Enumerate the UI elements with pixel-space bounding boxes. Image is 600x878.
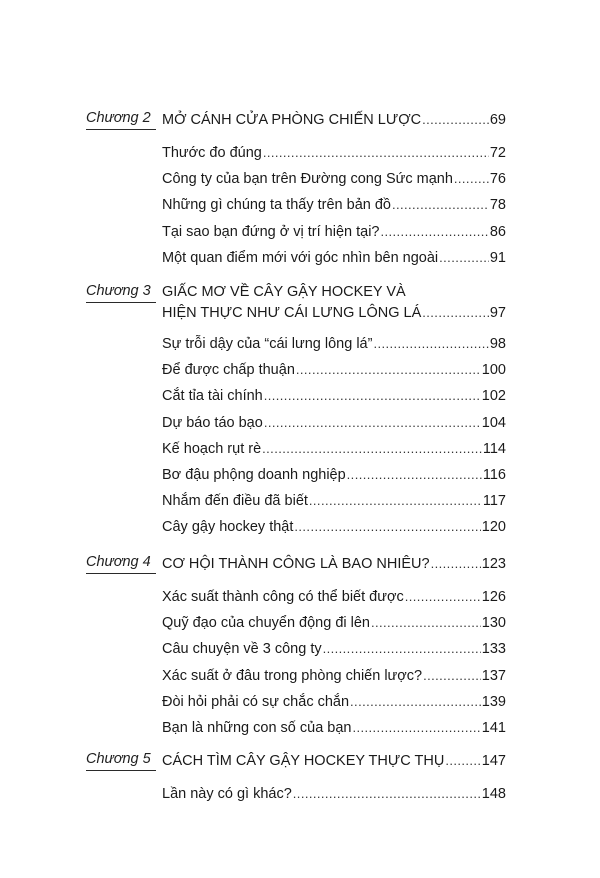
toc-entry[interactable] bbox=[162, 359, 506, 379]
dot-leader bbox=[422, 111, 489, 129]
toc-entry[interactable] bbox=[162, 247, 506, 267]
toc-entry[interactable] bbox=[162, 142, 506, 162]
page-number: 148 bbox=[481, 786, 506, 802]
page-number: 137 bbox=[481, 667, 506, 684]
entry-title: Thước đo đúng bbox=[162, 145, 262, 161]
page-number: 100 bbox=[481, 362, 506, 379]
page-number: 147 bbox=[481, 753, 506, 769]
dot-leader bbox=[423, 667, 481, 685]
toc-entry[interactable] bbox=[162, 516, 506, 536]
chapter-heading[interactable] bbox=[162, 109, 506, 129]
chapter-title-line: GIẤC MƠ VỀ CÂY GẬY HOCKEY VÀ bbox=[162, 284, 406, 300]
dot-leader bbox=[445, 752, 480, 770]
toc-entry[interactable] bbox=[162, 168, 506, 188]
toc-entry[interactable] bbox=[162, 665, 506, 685]
dot-leader bbox=[422, 304, 489, 322]
page-number: 123 bbox=[481, 556, 506, 572]
entry-title: Nhắm đến điều đã biết bbox=[162, 493, 308, 510]
toc-entry[interactable] bbox=[162, 333, 506, 353]
chapter-label: Chương 5 bbox=[86, 751, 151, 767]
entry-title: Những gì chúng ta thấy trên bản đồ bbox=[162, 197, 391, 214]
page-number: 69 bbox=[489, 112, 506, 128]
entry-title: Cắt tỉa tài chính bbox=[162, 388, 263, 405]
toc-entry[interactable] bbox=[162, 221, 506, 241]
entry-title: Quỹ đạo của chuyển động đi lên bbox=[162, 615, 370, 632]
toc-entry[interactable] bbox=[162, 638, 506, 658]
toc-entry[interactable] bbox=[162, 783, 506, 803]
dot-leader bbox=[350, 693, 481, 711]
page-number: 126 bbox=[481, 589, 506, 605]
chapter-title: CƠ HỘI THÀNH CÔNG LÀ BAO NHIÊU? bbox=[162, 556, 430, 572]
chapter-heading[interactable] bbox=[162, 302, 506, 322]
entry-title: Đòi hỏi phải có sự chắc chắn bbox=[162, 693, 350, 710]
toc-entry[interactable] bbox=[162, 194, 506, 214]
toc-entry[interactable] bbox=[162, 586, 506, 606]
page-number: 114 bbox=[482, 440, 506, 457]
dot-leader bbox=[347, 466, 482, 484]
dot-leader bbox=[263, 144, 489, 162]
toc-entry[interactable] bbox=[162, 464, 506, 484]
dot-leader bbox=[323, 640, 481, 658]
toc-entry[interactable] bbox=[162, 490, 506, 510]
page-number: 91 bbox=[489, 249, 506, 266]
page-number: 139 bbox=[481, 693, 506, 710]
dot-leader bbox=[392, 196, 489, 214]
toc-entry[interactable] bbox=[162, 412, 506, 432]
chapter-heading[interactable] bbox=[162, 553, 506, 573]
chapter-label-underline bbox=[86, 573, 156, 574]
dot-leader bbox=[381, 223, 489, 241]
chapter-label: Chương 2 bbox=[86, 110, 151, 126]
chapter-heading[interactable] bbox=[162, 750, 506, 770]
dot-leader bbox=[264, 387, 481, 405]
entry-title: Sự trỗi dậy của “cái lưng lông lá” bbox=[162, 336, 373, 352]
dot-leader bbox=[293, 785, 481, 803]
entry-title: Xác suất ở đâu trong phòng chiến lược? bbox=[162, 667, 423, 684]
dot-leader bbox=[264, 414, 481, 432]
dot-leader bbox=[371, 614, 481, 632]
toc-entry[interactable] bbox=[162, 717, 506, 737]
entry-title: Một quan điểm mới với góc nhìn bên ngoài bbox=[162, 249, 439, 266]
page-number: 102 bbox=[481, 388, 506, 405]
entry-title: Bạn là những con số của bạn bbox=[162, 720, 352, 736]
chapter-label-underline bbox=[86, 770, 156, 771]
toc-entry[interactable] bbox=[162, 691, 506, 711]
entry-title: Để được chấp thuận bbox=[162, 362, 295, 379]
entry-title: Kế hoạch rụt rè bbox=[162, 440, 262, 457]
dot-leader bbox=[373, 335, 488, 353]
entry-title: Xác suất thành công có thể biết được bbox=[162, 589, 404, 605]
page-number: 130 bbox=[481, 615, 506, 632]
dot-leader bbox=[296, 361, 481, 379]
page-number: 98 bbox=[489, 336, 506, 352]
page-number: 117 bbox=[482, 493, 506, 510]
page-number: 133 bbox=[481, 641, 506, 658]
chapter-label-underline bbox=[86, 302, 156, 303]
dot-leader bbox=[431, 555, 481, 573]
toc-entry[interactable] bbox=[162, 612, 506, 632]
page-number: 104 bbox=[481, 414, 506, 431]
page-number: 72 bbox=[489, 145, 506, 161]
toc-entry[interactable] bbox=[162, 385, 506, 405]
page-number: 76 bbox=[489, 171, 506, 188]
dot-leader bbox=[294, 518, 480, 536]
entry-title: Cây gậy hockey thật bbox=[162, 519, 294, 536]
entry-title: Bơ đậu phộng doanh nghiệp bbox=[162, 467, 346, 483]
page-number: 116 bbox=[482, 467, 506, 483]
page-number: 120 bbox=[481, 519, 506, 536]
page-number: 78 bbox=[489, 197, 506, 214]
chapter-label-underline bbox=[86, 129, 156, 130]
entry-title: Tại sao bạn đứng ở vị trí hiện tại? bbox=[162, 223, 380, 240]
dot-leader bbox=[439, 249, 489, 267]
page-number: 86 bbox=[489, 223, 506, 240]
entry-title: Công ty của bạn trên Đường cong Sức mạnh bbox=[162, 171, 453, 188]
toc-entry[interactable] bbox=[162, 438, 506, 458]
dot-leader bbox=[405, 588, 481, 606]
chapter-title: MỞ CÁNH CỬA PHÒNG CHIẾN LƯỢC bbox=[162, 112, 422, 128]
dot-leader bbox=[262, 440, 482, 458]
page-number: 141 bbox=[481, 720, 506, 736]
dot-leader bbox=[454, 170, 489, 188]
chapter-title: HIỆN THỰC NHƯ CÁI LƯNG LÔNG LÁ bbox=[162, 305, 422, 321]
chapter-label: Chương 3 bbox=[86, 283, 151, 299]
dot-leader bbox=[352, 719, 480, 737]
page-number: 97 bbox=[489, 305, 506, 321]
dot-leader bbox=[309, 492, 482, 510]
entry-title: Lần này có gì khác? bbox=[162, 786, 292, 802]
entry-title: Dự báo táo bạo bbox=[162, 414, 263, 431]
chapter-label: Chương 4 bbox=[86, 554, 151, 570]
entry-title: Câu chuyện về 3 công ty bbox=[162, 641, 322, 658]
chapter-title: CÁCH TÌM CÂY GẬY HOCKEY THỰC THỤ bbox=[162, 753, 445, 769]
